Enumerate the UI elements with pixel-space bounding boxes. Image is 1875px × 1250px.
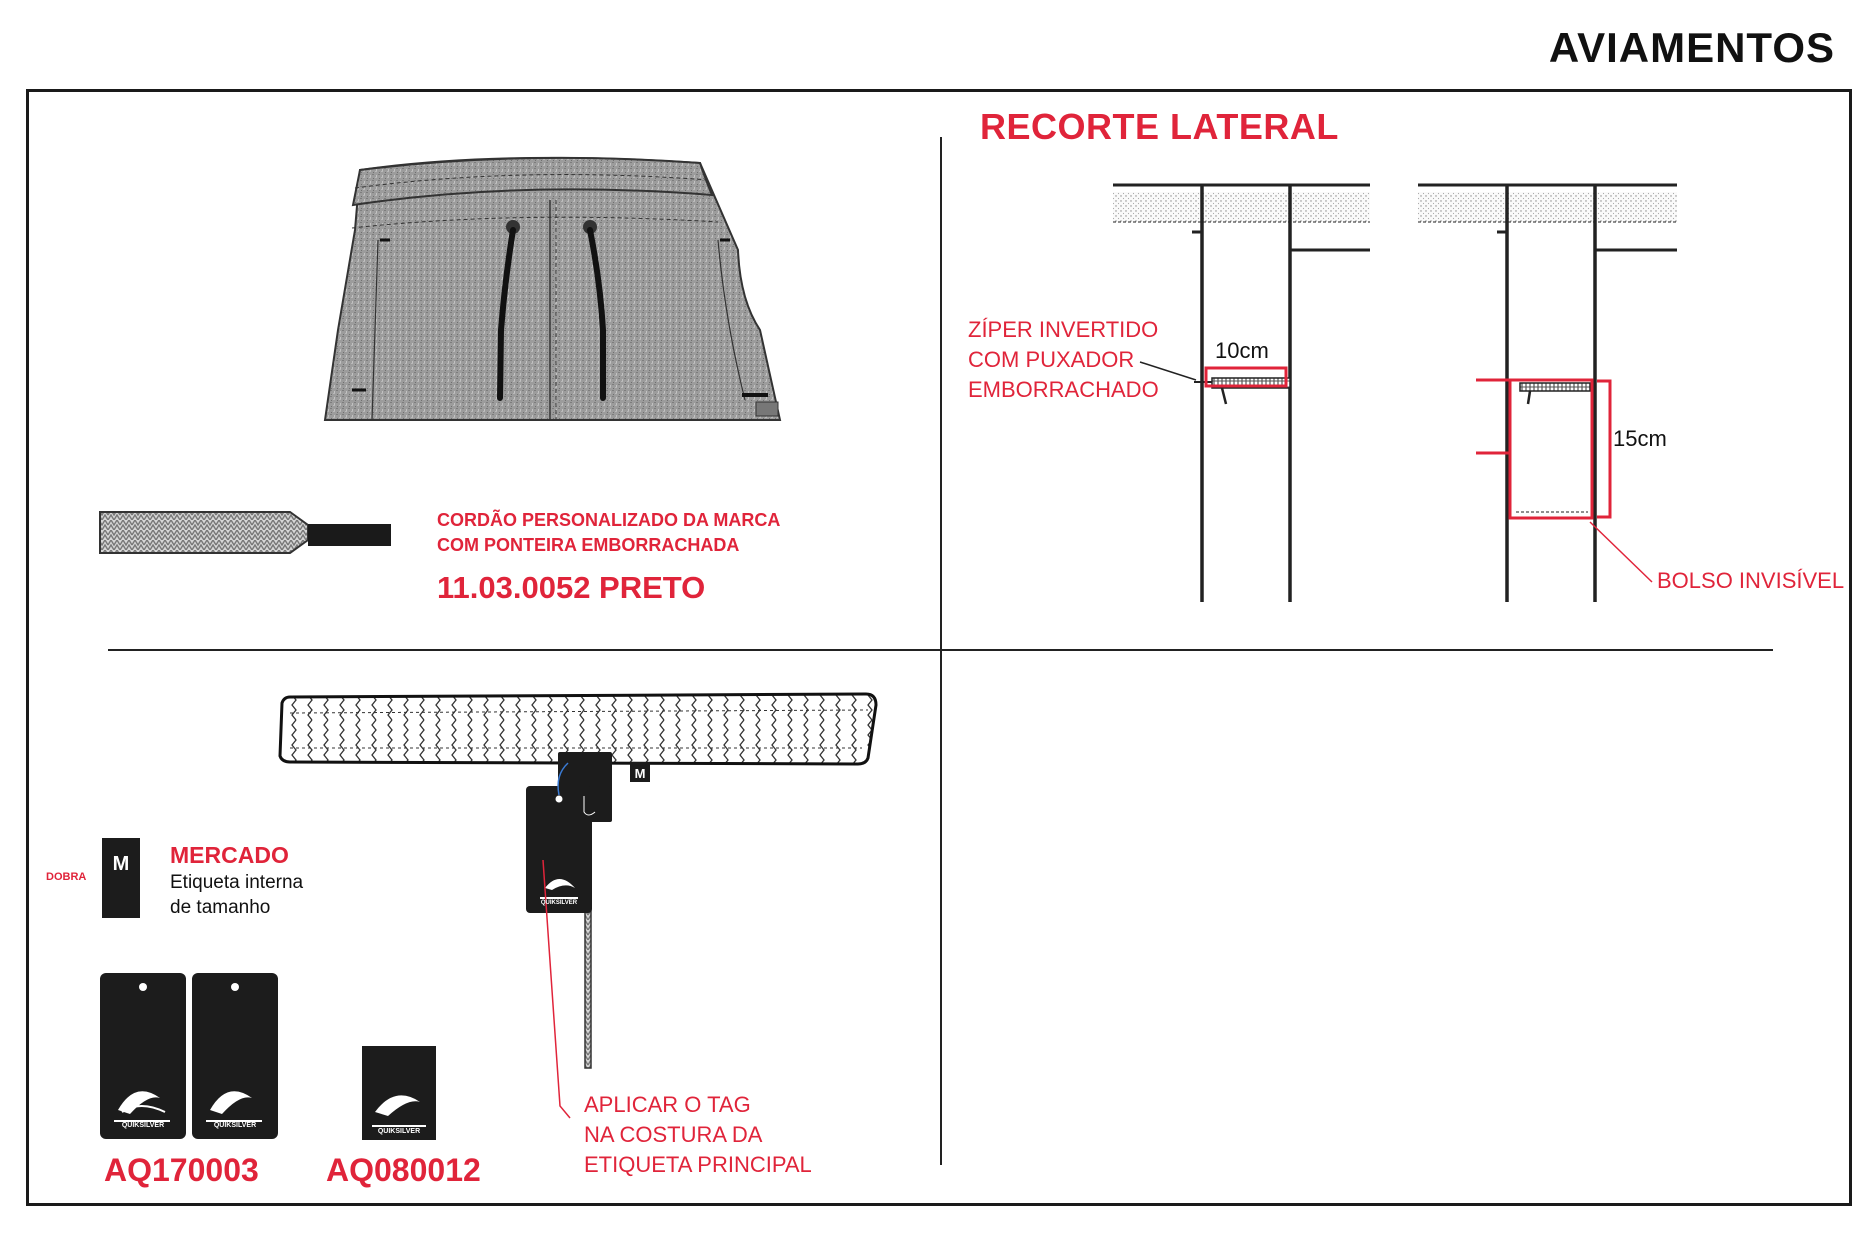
zipper-label-line-1: ZÍPER INVERTIDO xyxy=(968,317,1159,342)
side-seam-drawing-2 xyxy=(1418,185,1677,602)
size-label-shape xyxy=(102,838,140,918)
label-code: AQ080012 xyxy=(326,1152,481,1188)
page-title: AVIAMENTOS xyxy=(1548,24,1835,71)
hangtag-brand-back: QUIKSILVER xyxy=(213,1122,257,1129)
pocket-depth: 15cm xyxy=(1613,426,1667,451)
woven-label xyxy=(362,1046,436,1140)
pocket-label: BOLSO INVISÍVEL xyxy=(1657,568,1845,593)
rib-size-letter: M xyxy=(634,766,646,781)
fold-label: DOBRA xyxy=(46,871,87,883)
zipper-label xyxy=(968,315,1159,405)
zipper-width: 10cm xyxy=(1215,338,1269,363)
rib-waistband-drawing xyxy=(280,694,876,1068)
pocket-leader xyxy=(1590,522,1652,582)
hangtag-brand-front: QUIKSILVER xyxy=(121,1122,165,1129)
hangtag-code: AQ170003 xyxy=(104,1152,259,1188)
zipper-label-line-3: EMBORRACHADO xyxy=(968,377,1159,402)
shorts-drawing xyxy=(325,158,780,420)
market-desc xyxy=(170,870,303,920)
zipper-label-line-2: COM PUXADOR xyxy=(968,347,1135,372)
tag-instruction xyxy=(584,1090,812,1180)
pocket-highlight xyxy=(1476,380,1610,518)
cord-code: 11.03.0052 PRETO xyxy=(437,570,706,605)
label-brand: QUIKSILVER xyxy=(377,1128,421,1135)
tag-instruction-line-1: APLICAR O TAG xyxy=(584,1092,751,1117)
market-desc-line-2: de tamanho xyxy=(170,897,271,918)
recorte-title: RECORTE LATERAL xyxy=(980,106,1339,147)
cord-description-line-1: CORDÃO PERSONALIZADO DA MARCA xyxy=(437,510,781,530)
cord-drawing xyxy=(100,512,391,553)
tag-instruction-line-2: NA COSTURA DA xyxy=(584,1122,763,1147)
cord-description-line-2: COM PONTEIRA EMBORRACHADA xyxy=(437,535,740,555)
hangtag-front xyxy=(100,973,186,1139)
hangtag-back xyxy=(192,973,278,1139)
cord-description xyxy=(437,508,780,558)
rib-hangtag-brand: QUIKSILVER xyxy=(540,900,578,906)
size-label-letter: M xyxy=(112,853,130,875)
tag-instruction-line-3: ETIQUETA PRINCIPAL xyxy=(584,1152,812,1177)
market-desc-line-1: Etiqueta interna xyxy=(170,872,304,893)
market-title: MERCADO xyxy=(170,842,289,868)
